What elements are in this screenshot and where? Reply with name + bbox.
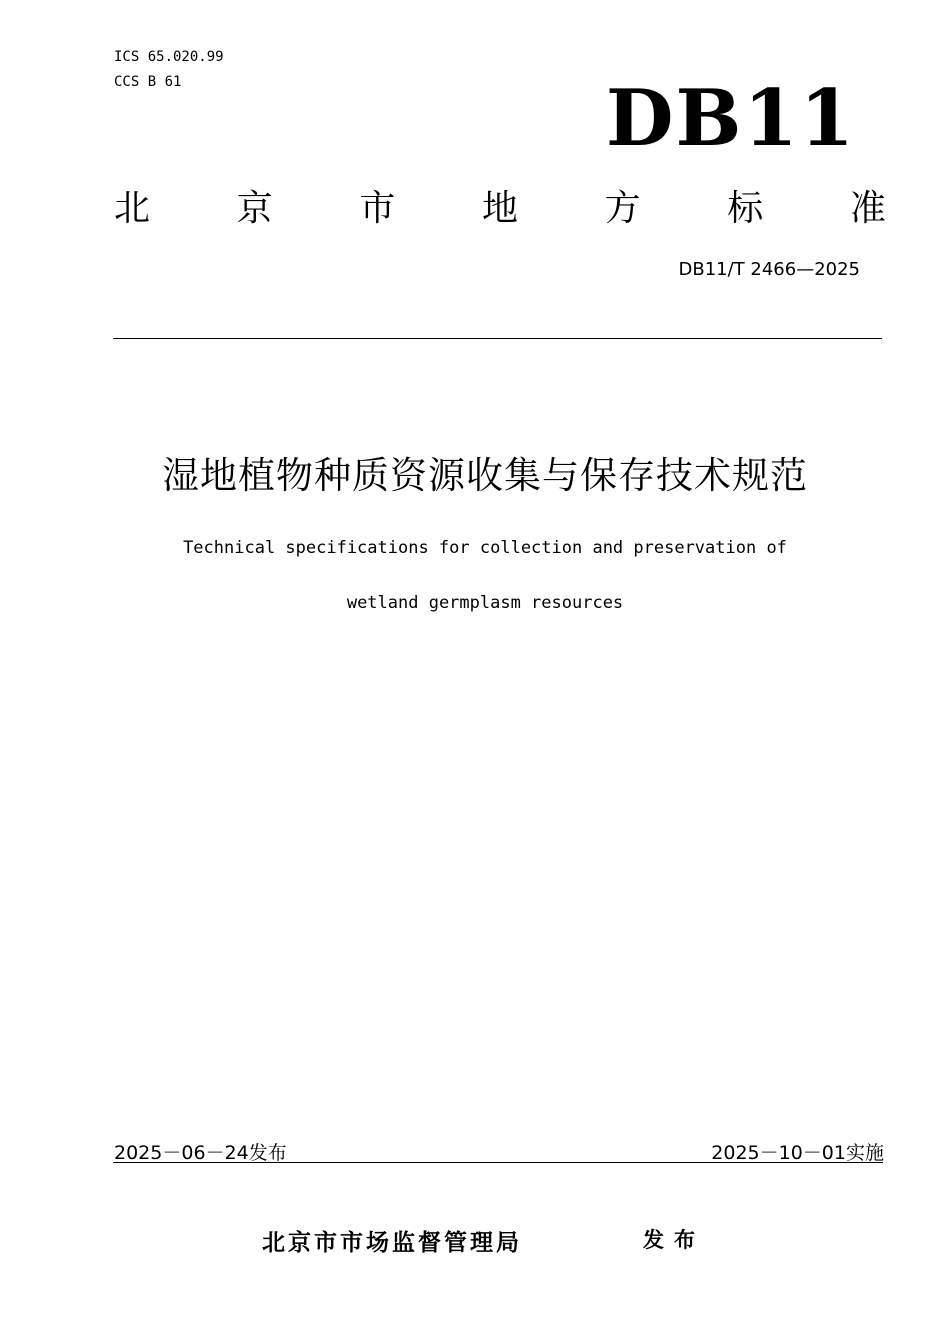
standard-type-char: 地 (481, 188, 518, 229)
ics-code: ICS 65.020.99 (114, 49, 224, 65)
standard-type-char: 京 (236, 188, 273, 229)
footer-divider (113, 1162, 883, 1163)
document-title-english-line1: Technical specifications for collection and preservation of (183, 538, 787, 558)
document-title-english-line2: wetland germplasm resources (346, 593, 624, 613)
standard-type-char: 市 (359, 188, 396, 229)
issue-label: 发布 (643, 1228, 705, 1252)
header-divider (113, 338, 882, 339)
issuing-authority: 北京市市场监督管理局 (262, 1230, 522, 1256)
document-title-chinese: 湿地植物种质资源收集与保存技术规范 (162, 454, 808, 497)
publish-date: 2025－06－24发布 (114, 1142, 287, 1164)
standard-number: DB11/T 2466—2025 (678, 259, 860, 280)
standard-code-logo: DB11 (605, 73, 856, 164)
standard-type-char: 标 (727, 188, 764, 229)
standard-type-char: 北 (114, 188, 151, 229)
implementation-date: 2025－10－01实施 (711, 1142, 884, 1164)
standard-type-heading (114, 184, 886, 234)
ccs-code: CCS B 61 (114, 74, 182, 90)
standard-type-char: 方 (604, 188, 641, 229)
standard-type-char: 准 (849, 188, 886, 229)
